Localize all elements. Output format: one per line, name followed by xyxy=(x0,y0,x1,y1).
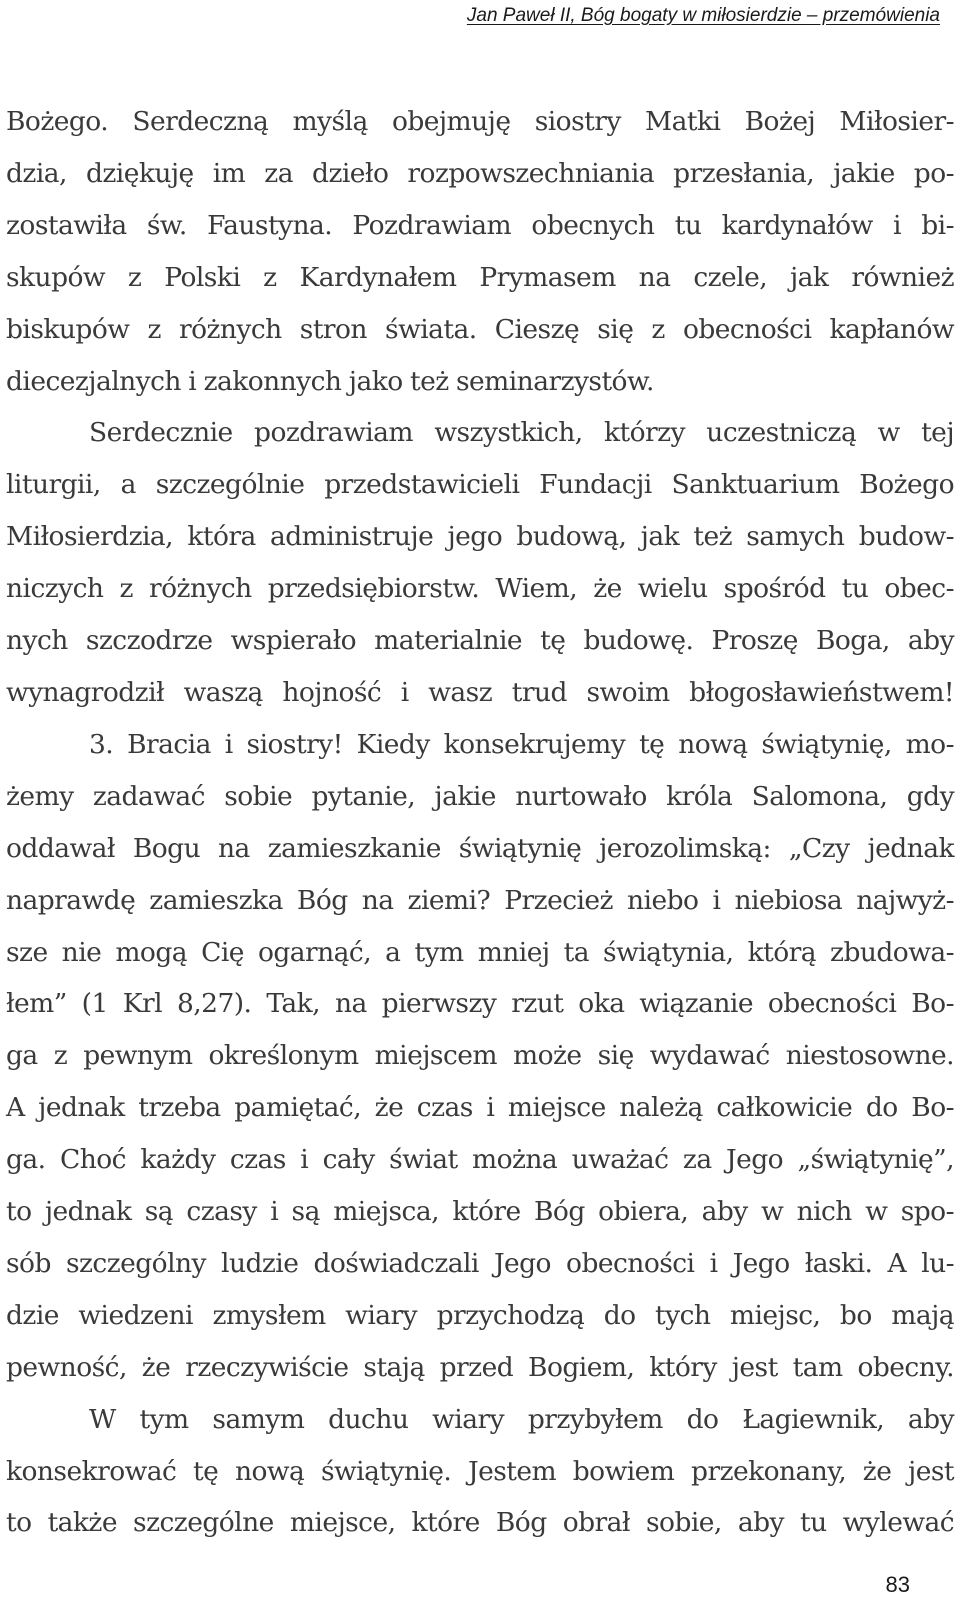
text-line: żemy zadawać sobie pytanie, jakie nurtowało króla Salomona, gdy xyxy=(6,780,954,812)
text-line: ga. Choć każdy czas i cały świat można uważać za Jego „świątynię”, xyxy=(6,1144,954,1176)
text-line: zostawiła św. Faustyna. Pozdrawiam obecnych tu kardynałów i bi- xyxy=(6,209,954,241)
text-line: skupów z Polski z Kardynałem Prymasem na czele, jak również xyxy=(6,261,954,293)
text-line: oddawał Bogu na zamieszkanie świątynię jerozolimską: „Czy jednak xyxy=(6,832,954,864)
text-line: niczych z różnych przedsiębiorstw. Wiem, że wielu spośród tu obec- xyxy=(6,573,954,605)
text-line: A jednak trzeba pamiętać, że czas i miejsce należą całkowicie do Bo- xyxy=(6,1092,954,1124)
text-line: konsekrować tę nową świątynię. Jestem bowiem przekonany, że jest xyxy=(6,1455,954,1487)
text-line: biskupów z różnych stron świata. Cieszę się z obecności kapłanów xyxy=(6,313,954,345)
text-line: liturgii, a szczególnie przedstawicieli Fundacji Sanktuarium Bożego xyxy=(6,469,954,501)
text-line: ga z pewnym określonym miejscem może się wydawać niestosowne. xyxy=(6,1040,954,1072)
running-header: Jan Paweł II, Bóg bogaty w miłosierdzie – przemówienia xyxy=(466,5,940,26)
text-line: dzie wiedzeni zmysłem wiary przychodzą do tych miejsc, bo mają xyxy=(6,1299,954,1331)
text-line: pewność, że rzeczywiście stają przed Bogiem, który jest tam obecny. xyxy=(6,1351,954,1383)
text-line: naprawdę zamieszka Bóg na ziemi? Przecież niebo i niebiosa najwyż- xyxy=(6,884,954,916)
text-line: wynagrodził waszą hojność i wasz trud swoim błogosławieństwem! xyxy=(6,676,954,708)
text-line: sze nie mogą Cię ogarnąć, a tym mniej ta świątynia, którą zbudowa- xyxy=(6,936,954,968)
text-line: 3. Bracia i siostry! Kiedy konsekrujemy tę nową świątynię, mo- xyxy=(89,728,954,760)
text-line: Bożego. Serdeczną myślą obejmuję siostry Matki Bożej Miłosier- xyxy=(6,106,954,137)
text-line: Miłosierdzia, która administruje jego budową, jak też samych budow- xyxy=(6,521,954,553)
text-line: łem” (1 Krl 8,27). Tak, na pierwszy rzut oka wiązanie obecności Bo- xyxy=(6,988,954,1020)
text-line: sób szczególny ludzie doświadczali Jego obecności i Jego łaski. A lu- xyxy=(6,1247,954,1279)
text-line: nych szczodrze wspierało materialnie tę budowę. Proszę Boga, aby xyxy=(6,625,954,657)
text-line: to jednak są czasy i są miejsca, które Bóg obiera, aby w nich w spo- xyxy=(6,1196,954,1228)
page-number: 83 xyxy=(885,1572,910,1597)
text-line: W tym samym duchu wiary przybyłem do Łagiewnik, aby xyxy=(89,1403,954,1435)
text-line: Serdecznie pozdrawiam wszystkich, którzy uczestniczą w tej xyxy=(89,417,954,449)
text-line: dzia, dziękuję im za dzieło rozpowszechniania przesłania, jakie po- xyxy=(6,157,954,189)
body-text xyxy=(6,96,954,1549)
text-line: to także szczególne miejsce, które Bóg obrał sobie, aby tu wylewać xyxy=(6,1507,954,1539)
text-line: diecezjalnych i zakonnych jako też seminarzystów. xyxy=(6,365,654,397)
